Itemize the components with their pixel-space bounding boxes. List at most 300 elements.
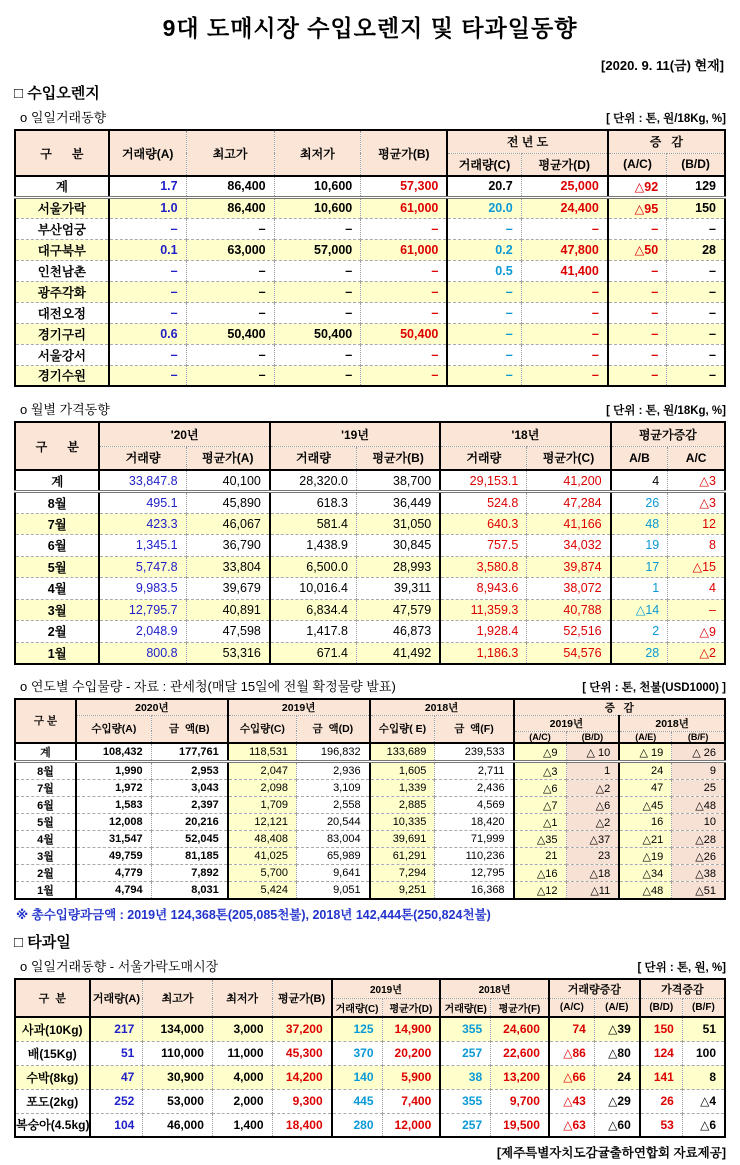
- page-title: 9대 도매시장 수입오렌지 및 타과일동향: [162, 15, 578, 41]
- data-cell: 239,533: [435, 743, 514, 762]
- column-header: 금 액(D): [297, 715, 370, 743]
- imports-unit-label: [ 단위 : 톤, 천불(USD1000) ]: [582, 681, 726, 694]
- data-cell: 2,953: [151, 762, 228, 780]
- data-cell: –: [667, 302, 725, 323]
- data-cell: 48,408: [228, 831, 297, 848]
- data-cell: 38,072: [527, 578, 611, 600]
- column-header: A/B: [611, 446, 668, 470]
- data-cell: △18: [566, 865, 619, 882]
- data-cell: 1,583: [76, 797, 151, 814]
- fruits-subtitle: o 일일거래동향 - 서울가락도매시장: [20, 959, 219, 974]
- data-cell: 10: [672, 814, 725, 831]
- data-cell: –: [361, 218, 448, 239]
- data-cell: 1,345.1: [99, 535, 186, 557]
- table-row: [15, 762, 725, 780]
- data-cell: 133,689: [370, 743, 435, 762]
- column-header: (B/F): [672, 731, 725, 743]
- table-row: [15, 743, 725, 762]
- data-cell: 2,558: [297, 797, 370, 814]
- table-row: [15, 865, 725, 882]
- row-label-cell: 계: [55, 180, 68, 195]
- row-label-cell: 인천남촌: [37, 264, 87, 279]
- data-cell: 141: [640, 1065, 683, 1089]
- table-row: [15, 797, 725, 814]
- data-cell: 1,339: [370, 780, 435, 797]
- data-cell: –: [186, 344, 274, 365]
- data-cell: 3,580.8: [440, 556, 527, 578]
- column-header-group: 거래량증감: [549, 979, 640, 998]
- column-header: 구 분: [15, 422, 99, 470]
- data-cell: 31,547: [76, 831, 151, 848]
- data-cell: 2,711: [435, 762, 514, 780]
- data-cell: △63: [549, 1113, 594, 1137]
- column-header: (A/E): [619, 731, 671, 743]
- row-label-cell: 5월: [15, 556, 99, 578]
- row-label-cell: 배(15Kg): [27, 1046, 77, 1061]
- data-cell: 41,166: [527, 513, 611, 535]
- row-label-cell: 5월: [37, 817, 54, 829]
- data-cell: 1,417.8: [270, 621, 357, 643]
- column-header: 거래량(E): [440, 998, 490, 1017]
- data-cell: 86,400: [186, 197, 274, 218]
- table-row: [15, 780, 725, 797]
- data-cell: 0.1: [109, 239, 186, 260]
- data-cell: 280: [332, 1113, 382, 1137]
- table-row: [15, 302, 725, 323]
- table-row: [15, 1089, 725, 1113]
- table-row: [15, 642, 725, 664]
- data-cell: 2,885: [370, 797, 435, 814]
- data-cell: 48: [611, 513, 668, 535]
- table-row: [15, 176, 725, 197]
- data-cell: 1,400: [212, 1113, 272, 1137]
- data-cell: 10,600: [274, 176, 361, 197]
- data-cell: 100: [682, 1041, 725, 1065]
- column-header: 구 분: [15, 130, 109, 176]
- data-cell: △92: [608, 176, 667, 197]
- column-header: 수입량(A): [76, 715, 151, 743]
- data-cell: 110,000: [143, 1041, 213, 1065]
- data-cell: 53,000: [143, 1089, 213, 1113]
- data-cell: –: [521, 218, 608, 239]
- section-heading-fruit: □ 타과일: [14, 934, 71, 951]
- data-cell: △16: [514, 865, 566, 882]
- row-label-cell: 대구북부: [15, 239, 109, 260]
- data-cell: △6: [514, 780, 566, 797]
- data-cell: 1.0: [109, 197, 186, 218]
- data-cell: 81,185: [151, 848, 228, 865]
- data-cell: 39,679: [186, 578, 270, 600]
- data-cell: 36,790: [186, 535, 270, 557]
- table-row: [15, 197, 725, 218]
- data-cell: 40,100: [186, 470, 270, 492]
- data-cell: –: [521, 302, 608, 323]
- data-cell: –: [186, 302, 274, 323]
- column-header: 구 분: [15, 699, 76, 744]
- data-cell: △21: [619, 831, 671, 848]
- column-header: (B/F): [682, 998, 725, 1017]
- data-cell: 4,000: [212, 1065, 272, 1089]
- data-cell: △2: [566, 780, 619, 797]
- table-row: [15, 621, 725, 643]
- data-cell: 355: [440, 1089, 490, 1113]
- data-cell: 33,804: [186, 556, 270, 578]
- column-header: 거래량(C): [332, 998, 382, 1017]
- data-cell: 39,691: [370, 831, 435, 848]
- data-cell: 2,048.9: [99, 621, 186, 643]
- column-header: 거래량(C): [447, 153, 521, 176]
- data-cell: 1,972: [76, 780, 151, 797]
- data-cell: 45,890: [186, 492, 270, 514]
- data-cell: 28,993: [356, 556, 440, 578]
- table-row: [15, 365, 725, 386]
- data-cell: –: [608, 281, 667, 302]
- data-cell: 20,200: [382, 1041, 440, 1065]
- data-cell: 257: [440, 1041, 490, 1065]
- data-cell: △7: [514, 797, 566, 814]
- data-cell: 150: [640, 1017, 683, 1041]
- data-cell: 49,759: [76, 848, 151, 865]
- data-cell: 71,999: [435, 831, 514, 848]
- table-row: [15, 556, 725, 578]
- data-cell: –: [608, 323, 667, 344]
- data-cell: △2: [668, 642, 725, 664]
- table-row: [15, 1041, 725, 1065]
- column-header-group: 2018년: [440, 979, 549, 998]
- data-cell: –: [667, 218, 725, 239]
- monthly-unit-label: [ 단위 : 톤, 원/18Kg, %]: [606, 405, 726, 417]
- data-cell: 10,600: [274, 197, 361, 218]
- data-cell: –: [274, 281, 361, 302]
- data-cell: 86,400: [186, 176, 274, 197]
- column-header: (A/C): [514, 731, 566, 743]
- data-cell: –: [186, 365, 274, 386]
- data-cell: 18,400: [272, 1113, 332, 1137]
- data-cell: 252: [90, 1089, 143, 1113]
- data-cell: △60: [594, 1113, 639, 1137]
- data-cell: △28: [672, 831, 725, 848]
- row-label-cell: 1월: [15, 642, 99, 664]
- column-header: (B/D): [667, 153, 725, 176]
- data-cell: 12: [668, 513, 725, 535]
- imports-sub-row: [20, 676, 726, 695]
- data-cell: △2: [566, 814, 619, 831]
- data-cell: –: [447, 302, 521, 323]
- data-cell: 20,216: [151, 814, 228, 831]
- table-row: [15, 513, 725, 535]
- data-cell: 5,424: [228, 882, 297, 900]
- data-cell: 53: [640, 1113, 683, 1137]
- data-cell: 12,000: [382, 1113, 440, 1137]
- row-label-cell: 3월: [15, 599, 99, 621]
- data-cell: 51: [682, 1017, 725, 1041]
- data-cell: 4: [668, 578, 725, 600]
- data-cell: 1,928.4: [440, 621, 527, 643]
- data-cell: 24: [594, 1065, 639, 1089]
- data-cell: –: [521, 344, 608, 365]
- row-label-cell: 7월: [15, 513, 99, 535]
- data-cell: –: [608, 344, 667, 365]
- data-cell: 9: [672, 762, 725, 780]
- column-header: (A/C): [608, 153, 667, 176]
- data-cell: 37,200: [272, 1017, 332, 1041]
- row-label-cell: 6월: [47, 539, 67, 554]
- column-header: A/C: [668, 446, 725, 470]
- data-cell: 30,900: [143, 1065, 213, 1089]
- data-cell: –: [667, 281, 725, 302]
- data-cell: 6,500.0: [270, 556, 357, 578]
- column-header: 평균가(B): [361, 130, 448, 176]
- data-cell: 2,936: [297, 762, 370, 780]
- data-cell: –: [667, 344, 725, 365]
- column-header-group: 증 감: [514, 699, 725, 716]
- data-cell: 124: [640, 1041, 683, 1065]
- data-cell: 1,605: [370, 762, 435, 780]
- table-row: [15, 814, 725, 831]
- data-cell: 24,400: [521, 197, 608, 218]
- data-cell: 640.3: [440, 513, 527, 535]
- data-cell: 33,847.8: [99, 470, 186, 492]
- data-cell: 74: [549, 1017, 594, 1041]
- data-cell: 20.7: [447, 176, 521, 197]
- data-cell: △80: [594, 1041, 639, 1065]
- data-cell: 63,000: [186, 239, 274, 260]
- data-cell: △48: [672, 797, 725, 814]
- data-cell: 20,544: [297, 814, 370, 831]
- table-row: [15, 323, 725, 344]
- data-cell: 7,400: [382, 1089, 440, 1113]
- column-header: 수입량( E): [370, 715, 435, 743]
- data-cell: 25,000: [521, 176, 608, 197]
- data-cell: 16: [619, 814, 671, 831]
- column-header: 평균가(B): [356, 446, 440, 470]
- data-cell: 28,320.0: [270, 470, 357, 492]
- monthly-subtitle: o 월별 가격동향: [20, 402, 110, 417]
- data-cell: 6,834.4: [270, 599, 357, 621]
- data-cell: 1: [611, 578, 668, 600]
- data-cell: △14: [611, 599, 668, 621]
- data-cell: –: [109, 302, 186, 323]
- data-cell: 129: [667, 176, 725, 197]
- data-cell: –: [521, 323, 608, 344]
- data-cell: △48: [619, 882, 671, 900]
- data-cell: 61,291: [370, 848, 435, 865]
- column-header-group: 2018년: [619, 715, 725, 731]
- data-cell: 5,900: [382, 1065, 440, 1089]
- data-cell: 52,516: [527, 621, 611, 643]
- data-cell: 47: [90, 1065, 143, 1089]
- data-cell: 29,153.1: [440, 470, 527, 492]
- row-label-cell: 광주각화: [15, 281, 109, 302]
- column-header: 평균가(C): [527, 446, 611, 470]
- data-cell: 1,186.3: [440, 642, 527, 664]
- data-cell: –: [186, 260, 274, 281]
- data-cell: 34,032: [527, 535, 611, 557]
- table-row: [15, 535, 725, 557]
- column-header: 금 액(F): [435, 715, 514, 743]
- data-cell: 38,700: [356, 470, 440, 492]
- data-cell: △ 19: [619, 743, 671, 762]
- daily-subtitle: o 일일거래동향: [20, 110, 107, 125]
- data-cell: 757.5: [440, 535, 527, 557]
- monthly-sub-row: [20, 399, 726, 418]
- data-cell: 581.4: [270, 513, 357, 535]
- data-cell: 45,300: [272, 1041, 332, 1065]
- data-cell: 3,000: [212, 1017, 272, 1041]
- data-cell: 4,779: [76, 865, 151, 882]
- column-header-group: 전 년 도: [447, 130, 607, 153]
- column-header: 수입량(C): [228, 715, 297, 743]
- data-cell: –: [447, 281, 521, 302]
- data-cell: 2,397: [151, 797, 228, 814]
- column-header: 거래량(A): [90, 979, 143, 1017]
- data-cell: △86: [549, 1041, 594, 1065]
- data-cell: △29: [594, 1089, 639, 1113]
- data-cell: △50: [608, 239, 667, 260]
- data-cell: 524.8: [440, 492, 527, 514]
- table-row: [15, 578, 725, 600]
- column-header: 구 분: [15, 979, 90, 1017]
- column-header: 평균가(F): [491, 998, 549, 1017]
- data-cell: 13,200: [491, 1065, 549, 1089]
- imports-subtitle: o 연도별 수입물량 - 자료 : 관세청(매달 15일에 전월 확정물량 발표): [20, 678, 396, 694]
- column-header: 거래량(A): [109, 130, 186, 176]
- row-label-cell: 8월: [37, 766, 54, 778]
- data-cell: 41,400: [521, 260, 608, 281]
- data-cell: 57,300: [361, 176, 448, 197]
- data-cell: △37: [566, 831, 619, 848]
- data-cell: △3: [668, 492, 725, 514]
- data-cell: 800.8: [99, 642, 186, 664]
- data-source-credit: [제주특별자치도감귤출하연합회 자료제공]: [496, 1146, 726, 1160]
- data-cell: △4: [682, 1089, 725, 1113]
- row-label-cell: 서울가락: [15, 197, 109, 218]
- data-cell: –: [521, 281, 608, 302]
- table-row: [15, 470, 725, 492]
- daily-sub-row: [20, 107, 726, 126]
- data-cell: 2,000: [212, 1089, 272, 1113]
- table-row: [15, 344, 725, 365]
- data-cell: –: [186, 281, 274, 302]
- data-cell: 53,316: [186, 642, 270, 664]
- data-cell: 47: [619, 780, 671, 797]
- table-row: [15, 848, 725, 865]
- data-cell: 54,576: [527, 642, 611, 664]
- data-cell: 24,600: [491, 1017, 549, 1041]
- data-cell: 39,874: [527, 556, 611, 578]
- data-cell: 5,747.8: [99, 556, 186, 578]
- data-cell: –: [447, 218, 521, 239]
- row-label-cell: 2월: [37, 868, 54, 880]
- data-cell: 445: [332, 1089, 382, 1113]
- data-cell: 9,641: [297, 865, 370, 882]
- data-cell: 51: [90, 1041, 143, 1065]
- column-header: 최저가: [212, 979, 272, 1017]
- column-header-group: 증 감: [608, 130, 725, 153]
- row-label-cell: 부산엄궁: [37, 222, 87, 237]
- data-cell: 108,432: [76, 743, 151, 762]
- data-cell: –: [274, 365, 361, 386]
- row-label-cell: 2월: [47, 625, 67, 640]
- table-row: [15, 1017, 725, 1041]
- data-cell: 65,989: [297, 848, 370, 865]
- data-cell: 110,236: [435, 848, 514, 865]
- data-cell: △26: [672, 848, 725, 865]
- data-cell: 1,990: [76, 762, 151, 780]
- data-cell: 40,788: [527, 599, 611, 621]
- data-cell: △6: [566, 797, 619, 814]
- data-cell: 495.1: [99, 492, 186, 514]
- row-label-cell: 4월: [37, 834, 54, 846]
- data-cell: 31,050: [356, 513, 440, 535]
- yearly-import-table: [14, 698, 726, 901]
- column-header: (B/D): [640, 998, 683, 1017]
- data-cell: 12,795.7: [99, 599, 186, 621]
- data-cell: 52,045: [151, 831, 228, 848]
- data-cell: △15: [668, 556, 725, 578]
- row-label-cell: 사과(10Kg): [15, 1017, 90, 1041]
- data-cell: 41,492: [356, 642, 440, 664]
- data-cell: 12,008: [76, 814, 151, 831]
- column-header: 최고가: [186, 130, 274, 176]
- data-cell: 47,800: [521, 239, 608, 260]
- data-cell: 11,359.3: [440, 599, 527, 621]
- data-cell: 22,600: [491, 1041, 549, 1065]
- data-cell: –: [447, 323, 521, 344]
- data-cell: △ 26: [672, 743, 725, 762]
- data-cell: △6: [682, 1113, 725, 1137]
- data-cell: 47,579: [356, 599, 440, 621]
- data-cell: 11,000: [212, 1041, 272, 1065]
- column-header: 거래량: [440, 446, 527, 470]
- row-label-cell: 계: [40, 747, 51, 759]
- column-header-group: 2019년: [332, 979, 441, 998]
- data-cell: 7,294: [370, 865, 435, 882]
- row-label-cell: 수박(8kg): [15, 1065, 90, 1089]
- table-row: [15, 260, 725, 281]
- data-cell: 30,845: [356, 535, 440, 557]
- data-cell: △9: [514, 743, 566, 762]
- data-cell: 118,531: [228, 743, 297, 762]
- fruits-unit-label: [ 단위 : 톤, 원, %]: [637, 962, 726, 974]
- data-cell: 24: [619, 762, 671, 780]
- column-header-group: 2019년: [228, 699, 370, 716]
- data-cell: 39,311: [356, 578, 440, 600]
- data-cell: 1,709: [228, 797, 297, 814]
- data-cell: 83,004: [297, 831, 370, 848]
- data-cell: 1: [566, 762, 619, 780]
- row-label-cell: 3월: [37, 851, 54, 863]
- data-cell: 3,043: [151, 780, 228, 797]
- column-header-group: '20년: [99, 422, 269, 446]
- row-label-cell: 대전오정: [37, 306, 87, 321]
- column-header: 평균가(B): [272, 979, 332, 1017]
- data-cell: 40,891: [186, 599, 270, 621]
- data-cell: –: [361, 260, 448, 281]
- data-cell: 14,200: [272, 1065, 332, 1089]
- data-cell: 671.4: [270, 642, 357, 664]
- data-cell: 177,761: [151, 743, 228, 762]
- data-cell: 25: [672, 780, 725, 797]
- data-cell: 10,016.4: [270, 578, 357, 600]
- column-header-group: 평균가증감: [611, 422, 725, 446]
- data-cell: 4,794: [76, 882, 151, 900]
- data-cell: 21: [514, 848, 566, 865]
- data-cell: –: [608, 365, 667, 386]
- data-cell: 14,900: [382, 1017, 440, 1041]
- data-cell: 4,569: [435, 797, 514, 814]
- data-cell: 9,700: [491, 1089, 549, 1113]
